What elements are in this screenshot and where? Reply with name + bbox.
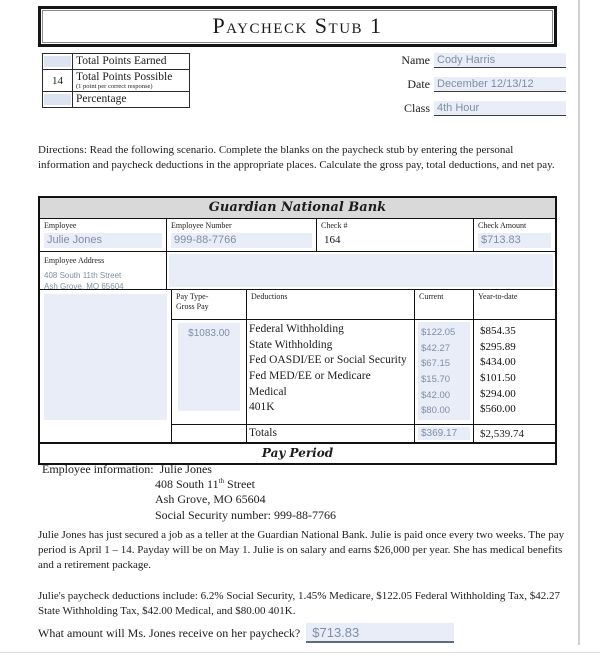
- date-label: Date: [407, 77, 430, 91]
- ytd-column: [474, 290, 555, 424]
- deduction-name: State Withholding: [249, 338, 333, 351]
- employee-address-row: [40, 252, 555, 290]
- deduction-name: Medical: [249, 385, 287, 398]
- check-amount-label: Check Amount: [478, 221, 527, 230]
- totals-current-input[interactable]: $369.17: [418, 427, 470, 440]
- student-id-fields: [396, 53, 566, 125]
- street-ordinal-suffix: th: [218, 477, 225, 486]
- employee-information-block: [42, 462, 336, 523]
- pay-type-header: [172, 290, 246, 320]
- score-table: [42, 53, 190, 108]
- current-value[interactable]: $80.00: [421, 405, 451, 417]
- deduction-name: 401K: [249, 401, 275, 414]
- left-blank-field[interactable]: [44, 294, 167, 420]
- gross-pay-input[interactable]: $1083.00: [178, 323, 240, 411]
- employee-address-input[interactable]: [44, 271, 166, 292]
- pay-type-header-line1: Pay Type-: [176, 292, 209, 302]
- pay-period-header: Pay Period: [40, 442, 555, 463]
- left-blank-column: [40, 290, 172, 424]
- employee-number-cell: [167, 219, 317, 251]
- class-row: [396, 101, 566, 116]
- address-fill-area[interactable]: [169, 254, 553, 287]
- address-line-2: Ash Grove, MO 65604: [44, 281, 124, 291]
- current-value[interactable]: $67.15: [421, 358, 451, 370]
- answer-input[interactable]: $713.83: [306, 623, 454, 643]
- table-row: [43, 92, 190, 108]
- current-value[interactable]: $15.70: [421, 373, 451, 385]
- current-value[interactable]: $42.00: [421, 389, 451, 401]
- totals-row: [40, 424, 555, 442]
- date-input[interactable]: December 12/13/12: [434, 77, 566, 92]
- current-value[interactable]: $42.27: [421, 342, 451, 354]
- ytd-value: $294.00: [480, 387, 516, 400]
- deductions-header: Deductions: [247, 290, 414, 320]
- check-number-value: 164: [324, 234, 341, 247]
- check-number-cell: [317, 219, 474, 251]
- title-box: [38, 6, 557, 47]
- ytd-value: $295.89: [480, 340, 516, 353]
- employee-name-input[interactable]: Julie Jones: [44, 233, 162, 248]
- question-text: What amount will Ms. Jones receive on her paycheck?: [38, 626, 301, 640]
- points-earned-label: Total Points Earned: [73, 54, 190, 70]
- percentage-cell[interactable]: [43, 92, 73, 108]
- totals-label: Totals: [247, 425, 415, 442]
- class-input[interactable]: 4th Hour: [434, 101, 566, 116]
- current-column: [415, 290, 474, 424]
- table-row: [43, 54, 190, 70]
- check-amount-cell: [474, 219, 555, 251]
- page-title: Paycheck Stub 1: [212, 13, 383, 38]
- employee-info-row: [40, 219, 555, 252]
- current-value[interactable]: $122.05: [421, 327, 456, 339]
- employee-number-label: Employee Number: [171, 221, 232, 230]
- scenario-paragraph-2: Julie's paycheck deductions include: 6.2% Social Security, 1.45% Medicare, $122.05 Federal Withholding Tax, $42.27 State Withholding Tax, $42.00 Medical, and $80.00 401K.: [38, 590, 561, 617]
- points-possible-label: [73, 69, 190, 92]
- pay-type-header-line2: Gross Pay: [176, 301, 209, 311]
- bank-name-header: Guardian National Bank: [40, 198, 555, 219]
- totals-paytype-blank: [172, 425, 247, 442]
- ytd-value: $434.00: [480, 356, 516, 369]
- employee-number-input[interactable]: 999-88-7766: [171, 233, 312, 248]
- totals-current-cell: [415, 425, 474, 442]
- title-inner-border: [42, 10, 553, 43]
- pay-type-column: [172, 290, 247, 424]
- paycheck-stub-table: [38, 196, 557, 465]
- name-row: [396, 53, 566, 68]
- employee-ssn: Social Security number: 999-88-7766: [155, 507, 336, 522]
- percentage-label: Percentage: [73, 92, 190, 108]
- address-line-1: 408 South 11th Street: [44, 271, 122, 281]
- totals-left-blank: [40, 424, 172, 442]
- scanned-page-bottom-edge: [0, 652, 600, 653]
- deduction-name: Federal Withholding: [249, 323, 344, 336]
- employee-city: Ash Grove, MO 65604: [155, 492, 266, 507]
- current-header: Current: [415, 290, 473, 320]
- street-prefix: 408 South 11: [155, 477, 219, 492]
- deductions-column: [247, 290, 415, 424]
- question-row: [38, 623, 566, 643]
- employee-address-cell: [40, 252, 167, 289]
- current-values-input[interactable]: [418, 322, 470, 420]
- points-possible-label-text: Total Points Possible: [76, 70, 173, 83]
- ytd-values-list: [474, 320, 555, 416]
- ytd-value: $854.35: [480, 325, 516, 338]
- employee-information-label: Employee information:: [42, 462, 154, 476]
- name-label: Name: [401, 53, 430, 67]
- points-earned-blank[interactable]: [44, 56, 71, 67]
- points-earned-cell[interactable]: [43, 54, 73, 70]
- scenario-paragraph-1: Julie Jones has just secured a job as a teller at the Guardian National Bank. Julie is paid once every two weeks. The pay period is April 1 – 14. Payday will be on May 1. Julie is on salary and earns $26,000 per year. She has medical benefits and a retirement package.: [38, 529, 565, 571]
- employee-label: Employee: [44, 221, 77, 230]
- employee-information-name: Julie Jones: [159, 462, 212, 476]
- points-possible-sublabel: (1 point per correct response): [76, 83, 153, 91]
- deduction-names-list: [247, 320, 414, 416]
- scanned-page-right-edge: [578, 0, 580, 645]
- name-input[interactable]: Cody Harris: [434, 53, 566, 68]
- check-number-label: Check #: [321, 221, 348, 230]
- employee-address-label: Employee Address: [44, 256, 105, 266]
- directions-text: Directions: Read the following scenario. Complete the blanks on the paycheck stub by entering the personal information and paycheck deductions in the appropriate places. Calculate the gross pay, total deductions, and net pay.: [38, 144, 555, 171]
- street-suffix: Street: [224, 477, 256, 492]
- ytd-header: Year-to-date: [474, 290, 555, 320]
- percentage-blank[interactable]: [44, 94, 71, 105]
- ytd-value: $101.50: [480, 371, 516, 384]
- class-label: Class: [403, 101, 430, 115]
- points-possible-value: 14: [43, 69, 73, 92]
- deduction-name: Fed OASDI/EE or Social Security: [249, 354, 407, 367]
- employee-information-row: [42, 462, 336, 477]
- deductions-section: [40, 290, 555, 424]
- table-row: [43, 69, 190, 92]
- ytd-value: $560.00: [480, 403, 516, 416]
- employee-cell: [40, 219, 167, 251]
- totals-ytd-value: $2,539.74: [480, 428, 524, 441]
- date-row: [396, 77, 566, 92]
- deduction-name: Fed MED/EE or Medicare: [249, 369, 371, 382]
- check-amount-input[interactable]: $713.83: [478, 233, 551, 248]
- employee-street: [155, 477, 336, 492]
